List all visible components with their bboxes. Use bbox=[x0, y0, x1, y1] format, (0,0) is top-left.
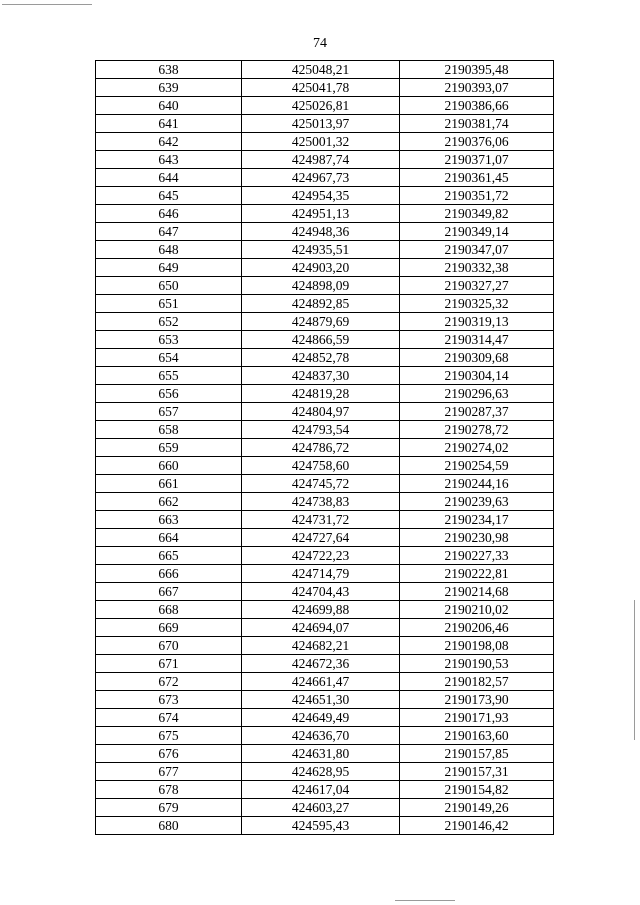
y-coordinate-cell: 2190254,59 bbox=[400, 457, 554, 475]
table-row bbox=[96, 259, 554, 277]
point-number-cell: 677 bbox=[96, 763, 242, 781]
y-coordinate-cell: 2190395,48 bbox=[400, 61, 554, 79]
table-row bbox=[96, 61, 554, 79]
point-number-cell: 671 bbox=[96, 655, 242, 673]
point-number-cell: 679 bbox=[96, 799, 242, 817]
point-number-cell: 665 bbox=[96, 547, 242, 565]
point-number-cell: 675 bbox=[96, 727, 242, 745]
point-number-cell: 657 bbox=[96, 403, 242, 421]
point-number-cell: 649 bbox=[96, 259, 242, 277]
x-coordinate-cell: 424879,69 bbox=[242, 313, 400, 331]
table-row bbox=[96, 187, 554, 205]
x-coordinate-cell: 424631,80 bbox=[242, 745, 400, 763]
y-coordinate-cell: 2190376,06 bbox=[400, 133, 554, 151]
point-number-cell: 659 bbox=[96, 439, 242, 457]
table-row bbox=[96, 781, 554, 799]
y-coordinate-cell: 2190227,33 bbox=[400, 547, 554, 565]
y-coordinate-cell: 2190349,14 bbox=[400, 223, 554, 241]
y-coordinate-cell: 2190327,27 bbox=[400, 277, 554, 295]
table-row bbox=[96, 475, 554, 493]
point-number-cell: 664 bbox=[96, 529, 242, 547]
table-row bbox=[96, 295, 554, 313]
table-row bbox=[96, 799, 554, 817]
scan-artifact-top-left bbox=[2, 4, 92, 5]
x-coordinate-cell: 424636,70 bbox=[242, 727, 400, 745]
point-number-cell: 644 bbox=[96, 169, 242, 187]
table-row bbox=[96, 565, 554, 583]
table-row bbox=[96, 169, 554, 187]
coordinates-table-body bbox=[96, 61, 554, 835]
table-row bbox=[96, 79, 554, 97]
table-row bbox=[96, 493, 554, 511]
point-number-cell: 672 bbox=[96, 673, 242, 691]
x-coordinate-cell: 424786,72 bbox=[242, 439, 400, 457]
table-row bbox=[96, 817, 554, 835]
table-row bbox=[96, 331, 554, 349]
point-number-cell: 654 bbox=[96, 349, 242, 367]
x-coordinate-cell: 424699,88 bbox=[242, 601, 400, 619]
x-coordinate-cell: 424793,54 bbox=[242, 421, 400, 439]
table-row bbox=[96, 223, 554, 241]
y-coordinate-cell: 2190319,13 bbox=[400, 313, 554, 331]
x-coordinate-cell: 424866,59 bbox=[242, 331, 400, 349]
y-coordinate-cell: 2190244,16 bbox=[400, 475, 554, 493]
table-row bbox=[96, 367, 554, 385]
y-coordinate-cell: 2190146,42 bbox=[400, 817, 554, 835]
point-number-cell: 656 bbox=[96, 385, 242, 403]
point-number-cell: 652 bbox=[96, 313, 242, 331]
point-number-cell: 653 bbox=[96, 331, 242, 349]
table-row bbox=[96, 745, 554, 763]
table-row bbox=[96, 97, 554, 115]
y-coordinate-cell: 2190287,37 bbox=[400, 403, 554, 421]
y-coordinate-cell: 2190157,85 bbox=[400, 745, 554, 763]
scan-artifact-right-edge bbox=[634, 600, 635, 740]
table-row bbox=[96, 691, 554, 709]
x-coordinate-cell: 424987,74 bbox=[242, 151, 400, 169]
page-number: 74 bbox=[313, 36, 327, 51]
x-coordinate-cell: 424704,43 bbox=[242, 583, 400, 601]
x-coordinate-cell: 424738,83 bbox=[242, 493, 400, 511]
y-coordinate-cell: 2190149,26 bbox=[400, 799, 554, 817]
x-coordinate-cell: 424903,20 bbox=[242, 259, 400, 277]
point-number-cell: 674 bbox=[96, 709, 242, 727]
y-coordinate-cell: 2190351,72 bbox=[400, 187, 554, 205]
table-row bbox=[96, 673, 554, 691]
y-coordinate-cell: 2190381,74 bbox=[400, 115, 554, 133]
y-coordinate-cell: 2190157,31 bbox=[400, 763, 554, 781]
point-number-cell: 646 bbox=[96, 205, 242, 223]
point-number-cell: 651 bbox=[96, 295, 242, 313]
table-row bbox=[96, 727, 554, 745]
x-coordinate-cell: 424837,30 bbox=[242, 367, 400, 385]
y-coordinate-cell: 2190154,82 bbox=[400, 781, 554, 799]
y-coordinate-cell: 2190278,72 bbox=[400, 421, 554, 439]
point-number-cell: 662 bbox=[96, 493, 242, 511]
point-number-cell: 647 bbox=[96, 223, 242, 241]
table-row bbox=[96, 547, 554, 565]
y-coordinate-cell: 2190386,66 bbox=[400, 97, 554, 115]
point-number-cell: 658 bbox=[96, 421, 242, 439]
y-coordinate-cell: 2190198,08 bbox=[400, 637, 554, 655]
x-coordinate-cell: 425048,21 bbox=[242, 61, 400, 79]
y-coordinate-cell: 2190230,98 bbox=[400, 529, 554, 547]
table-row bbox=[96, 313, 554, 331]
table-row bbox=[96, 529, 554, 547]
table-row bbox=[96, 133, 554, 151]
y-coordinate-cell: 2190222,81 bbox=[400, 565, 554, 583]
table-row bbox=[96, 583, 554, 601]
x-coordinate-cell: 424595,43 bbox=[242, 817, 400, 835]
point-number-cell: 663 bbox=[96, 511, 242, 529]
y-coordinate-cell: 2190371,07 bbox=[400, 151, 554, 169]
table-row bbox=[96, 511, 554, 529]
y-coordinate-cell: 2190314,47 bbox=[400, 331, 554, 349]
x-coordinate-cell: 424731,72 bbox=[242, 511, 400, 529]
y-coordinate-cell: 2190171,93 bbox=[400, 709, 554, 727]
y-coordinate-cell: 2190332,38 bbox=[400, 259, 554, 277]
point-number-cell: 676 bbox=[96, 745, 242, 763]
x-coordinate-cell: 424819,28 bbox=[242, 385, 400, 403]
point-number-cell: 670 bbox=[96, 637, 242, 655]
scan-artifact-bottom-right bbox=[395, 900, 455, 901]
x-coordinate-cell: 424758,60 bbox=[242, 457, 400, 475]
table-row bbox=[96, 385, 554, 403]
y-coordinate-cell: 2190239,63 bbox=[400, 493, 554, 511]
point-number-cell: 668 bbox=[96, 601, 242, 619]
point-number-cell: 645 bbox=[96, 187, 242, 205]
y-coordinate-cell: 2190173,90 bbox=[400, 691, 554, 709]
table-row bbox=[96, 241, 554, 259]
y-coordinate-cell: 2190274,02 bbox=[400, 439, 554, 457]
table-row bbox=[96, 205, 554, 223]
x-coordinate-cell: 424948,36 bbox=[242, 223, 400, 241]
table-row bbox=[96, 457, 554, 475]
point-number-cell: 680 bbox=[96, 817, 242, 835]
y-coordinate-cell: 2190234,17 bbox=[400, 511, 554, 529]
point-number-cell: 648 bbox=[96, 241, 242, 259]
y-coordinate-cell: 2190393,07 bbox=[400, 79, 554, 97]
x-coordinate-cell: 424714,79 bbox=[242, 565, 400, 583]
y-coordinate-cell: 2190296,63 bbox=[400, 385, 554, 403]
coordinates-table bbox=[95, 60, 554, 835]
table-row bbox=[96, 637, 554, 655]
y-coordinate-cell: 2190190,53 bbox=[400, 655, 554, 673]
x-coordinate-cell: 424852,78 bbox=[242, 349, 400, 367]
x-coordinate-cell: 424617,04 bbox=[242, 781, 400, 799]
point-number-cell: 669 bbox=[96, 619, 242, 637]
x-coordinate-cell: 424722,23 bbox=[242, 547, 400, 565]
y-coordinate-cell: 2190210,02 bbox=[400, 601, 554, 619]
table-row bbox=[96, 601, 554, 619]
point-number-cell: 678 bbox=[96, 781, 242, 799]
x-coordinate-cell: 424649,49 bbox=[242, 709, 400, 727]
x-coordinate-cell: 424898,09 bbox=[242, 277, 400, 295]
table-row bbox=[96, 709, 554, 727]
x-coordinate-cell: 424745,72 bbox=[242, 475, 400, 493]
y-coordinate-cell: 2190304,14 bbox=[400, 367, 554, 385]
point-number-cell: 655 bbox=[96, 367, 242, 385]
y-coordinate-cell: 2190309,68 bbox=[400, 349, 554, 367]
x-coordinate-cell: 424727,64 bbox=[242, 529, 400, 547]
y-coordinate-cell: 2190349,82 bbox=[400, 205, 554, 223]
y-coordinate-cell: 2190347,07 bbox=[400, 241, 554, 259]
x-coordinate-cell: 424682,21 bbox=[242, 637, 400, 655]
point-number-cell: 640 bbox=[96, 97, 242, 115]
x-coordinate-cell: 425001,32 bbox=[242, 133, 400, 151]
table-row bbox=[96, 115, 554, 133]
x-coordinate-cell: 424804,97 bbox=[242, 403, 400, 421]
x-coordinate-cell: 424651,30 bbox=[242, 691, 400, 709]
point-number-cell: 661 bbox=[96, 475, 242, 493]
table-row bbox=[96, 763, 554, 781]
table-row bbox=[96, 349, 554, 367]
x-coordinate-cell: 425041,78 bbox=[242, 79, 400, 97]
table-row bbox=[96, 403, 554, 421]
point-number-cell: 639 bbox=[96, 79, 242, 97]
x-coordinate-cell: 424967,73 bbox=[242, 169, 400, 187]
x-coordinate-cell: 424935,51 bbox=[242, 241, 400, 259]
x-coordinate-cell: 424661,47 bbox=[242, 673, 400, 691]
x-coordinate-cell: 424628,95 bbox=[242, 763, 400, 781]
y-coordinate-cell: 2190163,60 bbox=[400, 727, 554, 745]
y-coordinate-cell: 2190214,68 bbox=[400, 583, 554, 601]
point-number-cell: 638 bbox=[96, 61, 242, 79]
table-row bbox=[96, 151, 554, 169]
point-number-cell: 666 bbox=[96, 565, 242, 583]
table-row bbox=[96, 277, 554, 295]
x-coordinate-cell: 424694,07 bbox=[242, 619, 400, 637]
x-coordinate-cell: 425026,81 bbox=[242, 97, 400, 115]
point-number-cell: 667 bbox=[96, 583, 242, 601]
point-number-cell: 642 bbox=[96, 133, 242, 151]
x-coordinate-cell: 424892,85 bbox=[242, 295, 400, 313]
x-coordinate-cell: 424951,13 bbox=[242, 205, 400, 223]
x-coordinate-cell: 424672,36 bbox=[242, 655, 400, 673]
point-number-cell: 660 bbox=[96, 457, 242, 475]
table-row bbox=[96, 439, 554, 457]
table-row bbox=[96, 655, 554, 673]
x-coordinate-cell: 424603,27 bbox=[242, 799, 400, 817]
point-number-cell: 673 bbox=[96, 691, 242, 709]
x-coordinate-cell: 424954,35 bbox=[242, 187, 400, 205]
point-number-cell: 650 bbox=[96, 277, 242, 295]
y-coordinate-cell: 2190361,45 bbox=[400, 169, 554, 187]
y-coordinate-cell: 2190325,32 bbox=[400, 295, 554, 313]
point-number-cell: 641 bbox=[96, 115, 242, 133]
y-coordinate-cell: 2190206,46 bbox=[400, 619, 554, 637]
table-row bbox=[96, 421, 554, 439]
x-coordinate-cell: 425013,97 bbox=[242, 115, 400, 133]
point-number-cell: 643 bbox=[96, 151, 242, 169]
table-row bbox=[96, 619, 554, 637]
y-coordinate-cell: 2190182,57 bbox=[400, 673, 554, 691]
